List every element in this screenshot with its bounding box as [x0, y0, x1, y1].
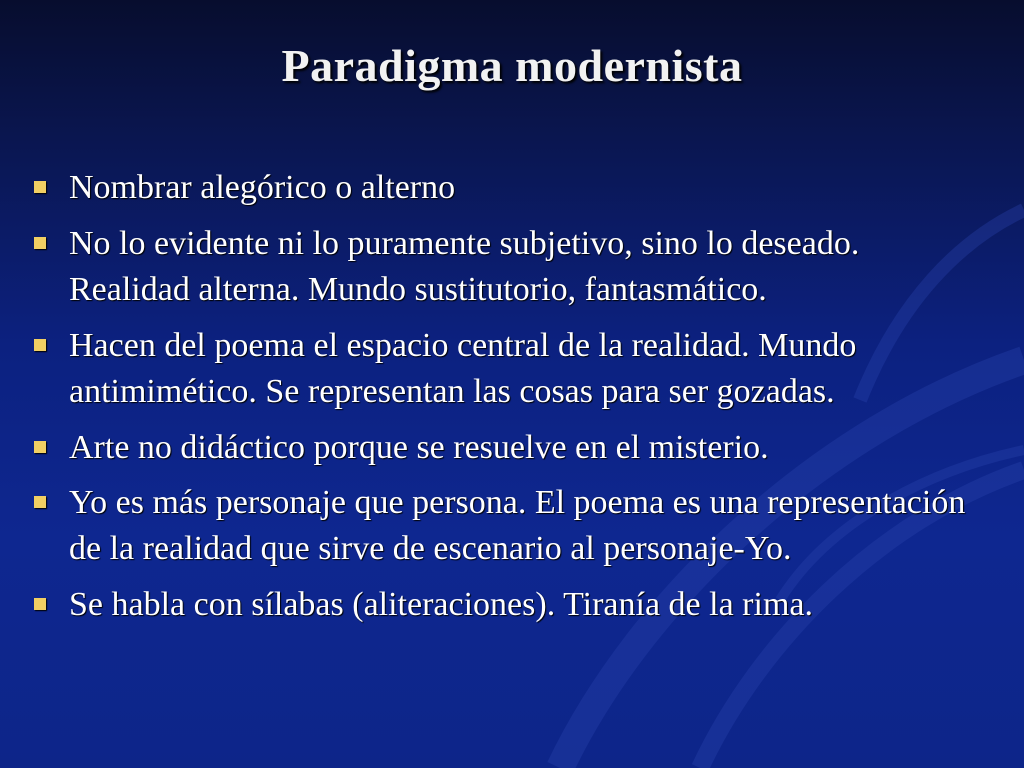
bullet-item — [33, 425, 983, 471]
slide-title: Paradigma modernista — [281, 40, 743, 91]
square-bullet-icon — [34, 237, 46, 249]
square-bullet-icon — [34, 441, 46, 453]
square-bullet-icon — [34, 496, 46, 508]
square-bullet-icon — [34, 598, 46, 610]
bullet-list — [33, 165, 983, 638]
square-bullet-icon — [34, 181, 46, 193]
bullet-text: Yo es más personaje que persona. El poema es una representación de la realidad que sirve de escenario al personaje-Yo. — [69, 484, 966, 567]
bullet-item — [33, 480, 983, 572]
bullet-text: No lo evidente ni lo puramente subjetivo, sino lo deseado. Realidad alterna. Mundo sustitutorio, fantasmático. — [69, 225, 860, 308]
bullet-item — [33, 221, 983, 313]
bullet-text: Hacen del poema el espacio central de la realidad. Mundo antimimético. Se representan las cosas para ser gozadas. — [69, 327, 857, 410]
bullet-text: Nombrar alegórico o alterno — [69, 169, 456, 206]
bullet-item — [33, 582, 983, 628]
bullet-item — [33, 323, 983, 415]
bullet-item — [33, 165, 983, 211]
bullet-text: Arte no didáctico porque se resuelve en el misterio. — [69, 429, 769, 466]
bullet-text: Se habla con sílabas (aliteraciones). Tiranía de la rima. — [69, 586, 813, 623]
square-bullet-icon — [34, 339, 46, 351]
